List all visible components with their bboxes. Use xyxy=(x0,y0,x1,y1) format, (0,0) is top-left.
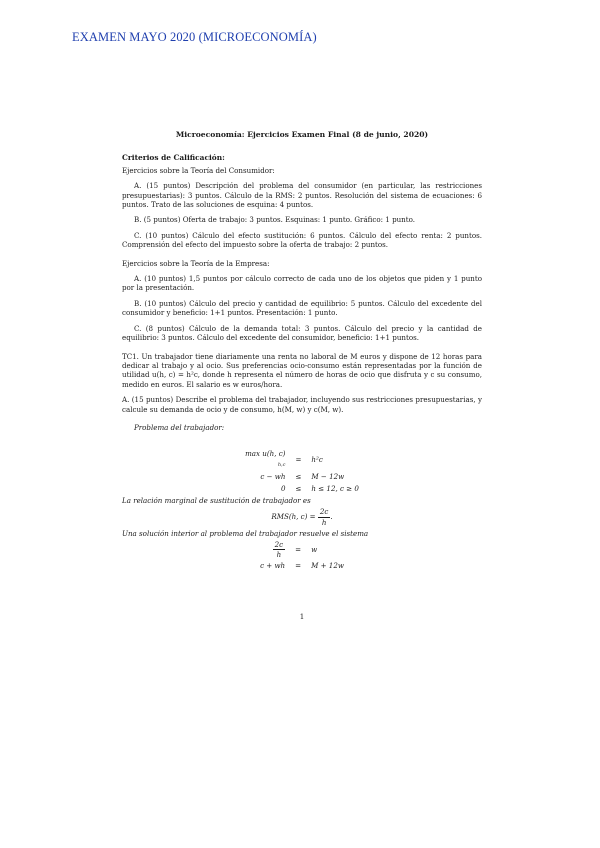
rms-fraction xyxy=(318,507,331,527)
consumer-heading: Ejercicios sobre la Teoría del Consumidor: xyxy=(122,165,275,175)
worker-problem-equations xyxy=(240,448,364,494)
interior-solution-label: Una solución interior al problema del trabajador resuelve el sistema xyxy=(122,529,369,539)
firm-criterion-b: B. (10 puntos) Cálculo del precio y cantidad de equilibrio: 5 puntos. Cálculo del excedente del consumidor y beneficio: 1+1 puntos. Presentación: 1 punto. xyxy=(122,298,482,318)
sys2-right: M + 12w xyxy=(311,561,344,571)
sys2-left: c + wh xyxy=(260,561,286,571)
sys1-denominator: h xyxy=(276,550,282,559)
firm-heading: Ejercicios sobre la Teoría de la Empresa: xyxy=(122,258,270,268)
system-equation-2 xyxy=(255,560,349,571)
eq3-left: 0 xyxy=(280,483,286,493)
sys2-operator: = xyxy=(295,561,302,571)
eq1-left: max u(h, c) xyxy=(245,449,286,459)
sys1-numerator: 2c xyxy=(274,539,284,549)
eq2-operator: ≤ xyxy=(295,472,302,482)
rms-numerator: 2c xyxy=(319,507,329,517)
sys1-operator: = xyxy=(295,544,302,554)
rms-equation: RMS(h, c) = $\frac{2c}{h}$ . xyxy=(271,507,333,527)
rms-label: La relación marginal de sustitución de trabajador es xyxy=(122,495,311,505)
document-header: EXAMEN MAYO 2020 (MICROECONOMÍA) xyxy=(72,30,317,44)
problem-label: Problema del trabajador: xyxy=(134,422,225,432)
equation-bounds xyxy=(240,483,364,494)
eq2-left: c − wh xyxy=(260,472,286,482)
exercise-tc1: TC1. Un trabajador tiene diariamente una renta no laboral de M euros y dispone de 12 horas para dedicar al trabajo y al ocio. Sus preferencias ocio-consumo están representadas por la función de utilidad u(h, c) = h²c, donde h representa el número de horas de ocio que disfruta y c su consumo, medido en euros. El salario es w euros/hora. xyxy=(122,351,482,389)
consumer-criterion-a: A. (15 puntos) Descripción del problema del consumidor (en particular, las restricciones presupuestarias): 3 puntos. Cálculo de la RMS: 2 puntos. Resolución del sistema de ecuaciones: 6 puntos. Trato de las soluciones de esquina: 4 puntos. xyxy=(122,181,482,210)
rms-denominator: h xyxy=(321,517,327,527)
interior-system xyxy=(255,539,349,572)
rms-left: RMS(h, c) = xyxy=(271,512,316,522)
eq1-subscript: h,c xyxy=(277,461,286,468)
eq1-operator: = xyxy=(295,455,302,465)
eq2-right: M − 12w xyxy=(311,472,345,482)
page-number: 1 xyxy=(299,612,305,621)
eq3-right: h ≤ 12, c ≥ 0 xyxy=(311,483,359,493)
firm-criterion-c: C. (8 puntos) Cálculo de la demanda total: 3 puntos. Cálculo del precio y la cantidad de equilibrio: 3 puntos. Cálculo del excedente del consumidor, beneficio: 1+1 puntos. xyxy=(122,323,482,343)
consumer-criterion-c: C. (10 puntos) Cálculo del efecto sustitución: 6 puntos. Cálculo del efecto renta: 2 puntos. Comprensión del efecto del impuesto sobre la oferta de trabajo: 2 puntos. xyxy=(122,230,482,250)
firm-criterion-a: A. (10 puntos) 1,5 puntos por cálculo correcto de cada uno de los objetos que piden y 1 punto por la presentación. xyxy=(122,274,482,293)
eq1-right: h²c xyxy=(311,455,323,465)
equation-objective xyxy=(240,448,364,471)
exercise-tc1-part-a: A. (15 puntos) Describe el problema del trabajador, incluyendo sus restricciones presupuestarias, y calcule su demanda de ocio y de consumo, h(M, w) y c(M, w). xyxy=(122,395,482,414)
sys1-fraction xyxy=(273,540,286,560)
system-equation-1 xyxy=(255,539,349,561)
criteria-heading: Criterios de Calificación: xyxy=(122,153,225,163)
equation-budget xyxy=(240,471,364,482)
eq3-operator: ≤ xyxy=(295,483,302,493)
sys1-right: w xyxy=(311,544,318,554)
consumer-criterion-b: B. (5 puntos) Oferta de trabajo: 3 puntos. Esquinas: 1 punto. Gráfico: 1 punto. xyxy=(134,215,415,225)
paper-title: Microeconomía: Ejercicios Examen Final (8 de junio, 2020) xyxy=(175,130,429,139)
page-body xyxy=(122,130,482,621)
